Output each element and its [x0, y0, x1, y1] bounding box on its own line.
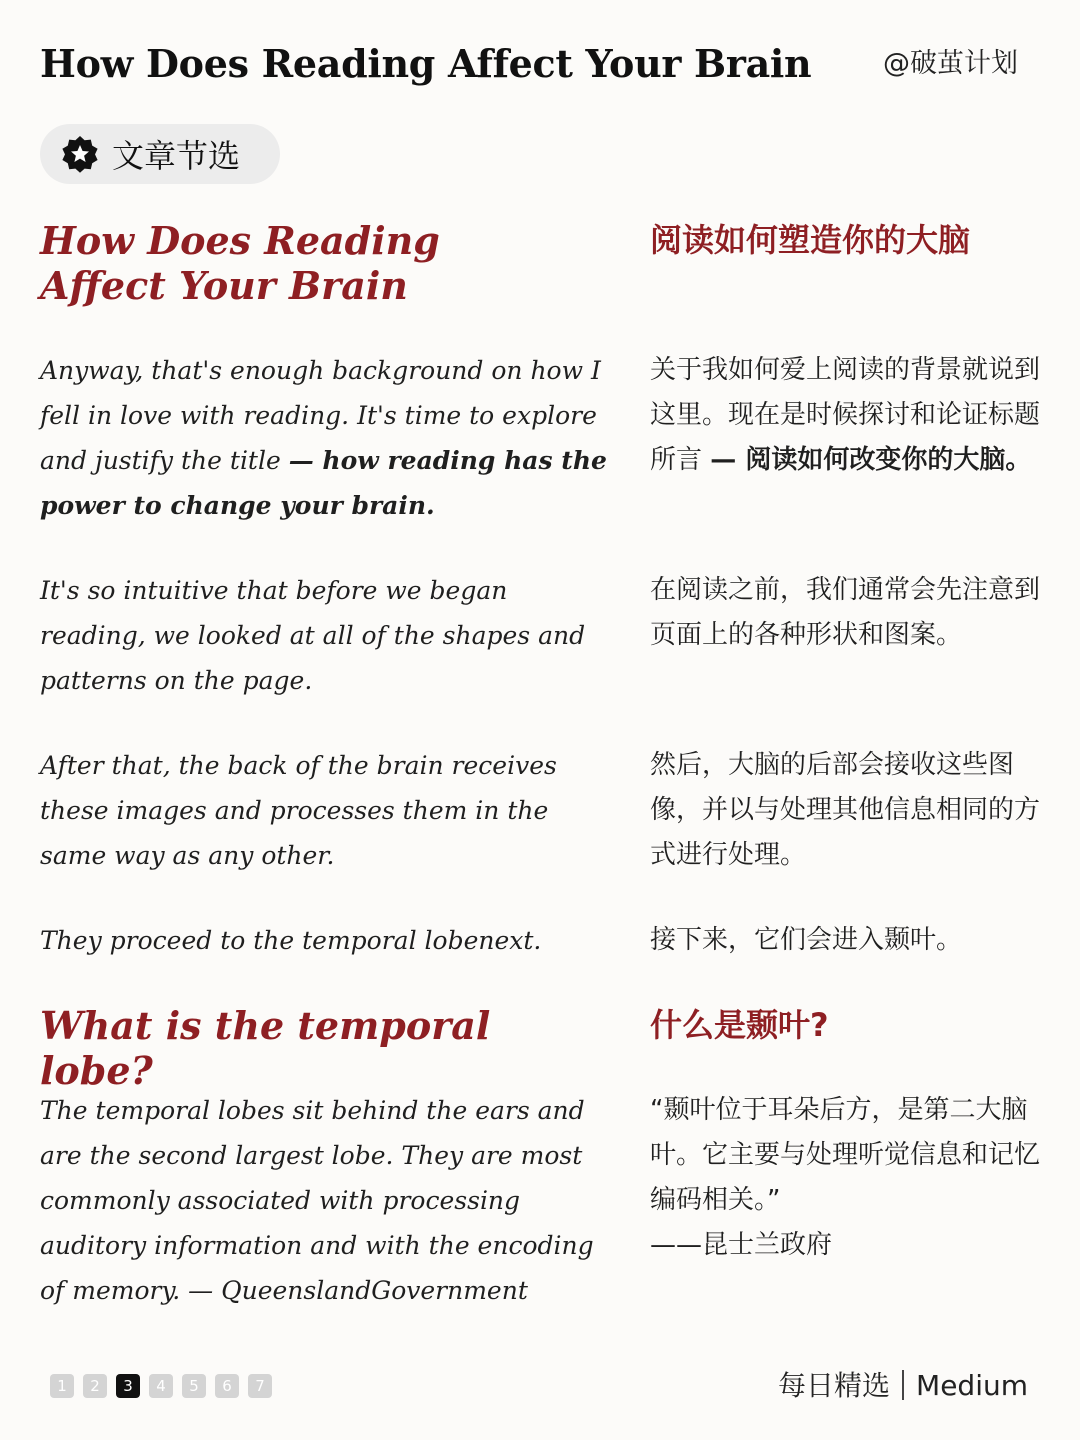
footer-brand-left: 每日精选: [778, 1369, 891, 1402]
zh-p1-bold-text: — 阅读如何改变你的大脑。: [710, 445, 1032, 475]
author-handle: @破茧计划: [883, 48, 1018, 79]
en-p1-bold-text: — how reading has the power to change your brain.: [40, 446, 607, 520]
page-title: How Does Reading Affect Your Brain: [40, 41, 812, 86]
page-dot-5[interactable]: 5: [182, 1374, 206, 1398]
en-paragraph-4: They proceed to the temporal lobenext.: [40, 926, 542, 955]
zh-paragraph-5: [650, 1088, 1046, 1268]
zh-quote-source: ——昆士兰政府: [650, 1230, 833, 1260]
page-dot-3-current[interactable]: 3: [116, 1374, 140, 1398]
en-heading-line-1: How Does Reading: [40, 218, 440, 263]
zh-quote-text: “颞叶位于耳朵后方，是第二大脑叶。它主要与处理听觉信息和记忆编码相关。”: [650, 1095, 1041, 1215]
page-indicator: [50, 1374, 272, 1398]
footer-brand-right: Medium: [916, 1369, 1028, 1402]
en-heading-reading-brain: [40, 218, 600, 308]
zh-paragraph-1: [650, 348, 1046, 483]
footer-divider: [902, 1370, 904, 1400]
tag-label: 文章节选: [112, 137, 241, 175]
zh-paragraph-4: 接下来，它们会进入颞叶。: [650, 925, 963, 955]
page-dot-4[interactable]: 4: [149, 1374, 173, 1398]
en-paragraph-5: The temporal lobes sit behind the ears and are the second largest lobe. They are most commonly associated with processing auditory information and with the encoding of memory. — QueenslandGovernment: [40, 1096, 594, 1305]
zh-p1-text: 关于我如何爱上阅读的背景就说到这里。现在是时候探讨和论证标题所言: [650, 355, 1041, 475]
zh-paragraph-2: 在阅读之前，我们通常会先注意到页面上的各种形状和图案。: [650, 575, 1041, 650]
page-dot-2[interactable]: 2: [83, 1374, 107, 1398]
en-paragraph-3: After that, the back of the brain receives these images and processes them in the same way as any other.: [40, 751, 557, 870]
en-paragraph-2: It's so intuitive that before we began reading, we looked at all of the shapes and patterns on the page.: [40, 576, 586, 695]
zh-heading-temporal-lobe: 什么是颞叶?: [650, 1006, 829, 1044]
footer-brand: [778, 1364, 1028, 1408]
en-paragraph-1: [40, 348, 612, 528]
page-dot-7[interactable]: 7: [248, 1374, 272, 1398]
zh-paragraph-3: 然后，大脑的后部会接收这些图像，并以与处理其他信息相同的方式进行处理。: [650, 750, 1041, 870]
en-p1-text: Anyway, that's enough background on how I fell in love with reading. It's time to explore and justify the title: [40, 356, 601, 475]
page-dot-6[interactable]: 6: [215, 1374, 239, 1398]
en-heading-line-2: Affect Your Brain: [40, 263, 408, 308]
star-badge-icon: [60, 134, 100, 174]
page-dot-1[interactable]: 1: [50, 1374, 74, 1398]
zh-heading-reading-brain: 阅读如何塑造你的大脑: [650, 221, 971, 259]
en-heading-temporal-lobe: What is the temporal lobe?: [40, 1003, 491, 1093]
excerpt-tag: [40, 124, 280, 184]
